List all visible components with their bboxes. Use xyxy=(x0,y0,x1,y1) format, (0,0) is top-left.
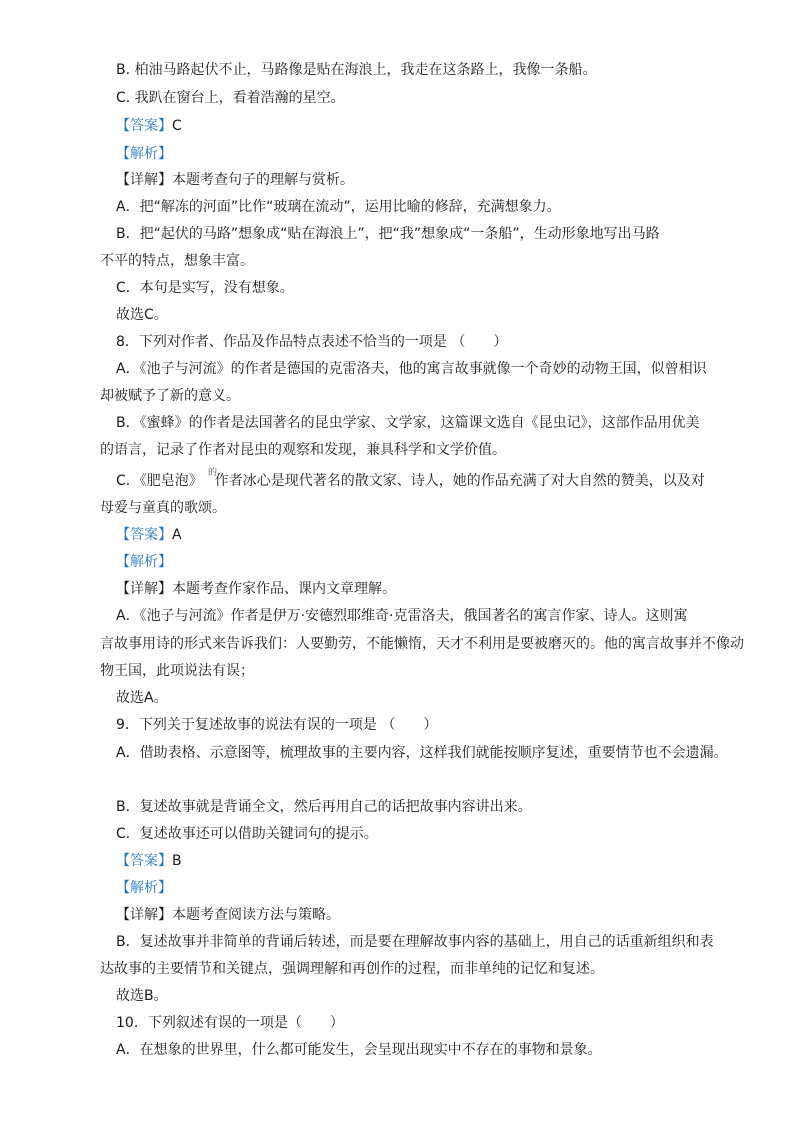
detail-a-q7: A．把“解冻的河面”比作“玻璃在流动”，运用比喻的修辞，充满想象力。 xyxy=(116,199,561,215)
option-a-q10: A．在想象的世界里，什么都可能发生，会呈现出现实中不存在的事物和景象。 xyxy=(116,1042,602,1058)
detail-b-q7-cont: 不平的特点，想象丰富。 xyxy=(100,253,254,269)
answer-value: B xyxy=(172,853,182,869)
option-c-q8 xyxy=(116,471,705,491)
analysis-tag: 【解析】 xyxy=(116,554,172,570)
option-a-q8: A．《池子与河流》的作者是德国的克雷洛夫，他的寓言故事就像一个奇妙的动物王国，似曾相识 xyxy=(116,361,707,377)
answer-q7 xyxy=(116,116,182,136)
answer-tag: 【答案】 xyxy=(116,118,172,134)
question-8: 8．下列对作者、作品及作品特点表述不恰当的一项是 （ ） xyxy=(116,334,508,350)
option-b-q8-cont: 的语言，记录了作者对昆虫的观察和发现，兼具科学和文学价值。 xyxy=(100,442,506,458)
option-a-q9: A．借助表格、示意图等，梳理故事的主要内容，这样我们就能按顺序复述，重要情节也不会遗漏。 xyxy=(116,745,728,761)
answer-q9 xyxy=(116,851,182,871)
answer-value: A xyxy=(172,527,182,543)
detail-a-q8: A．《池子与河流》作者是伊万·安德烈耶维奇·克雷洛夫，俄国著名的寓言作家、诗人。这则寓 xyxy=(116,608,688,624)
detail-a-q8-cont1: 言故事用诗的形式来告诉我们：人要勤劳，不能懒惰，天才不利用是要被磨灭的。他的寓言故事并不像动 xyxy=(100,636,744,652)
option-b-q9: B．复述故事就是背诵全文，然后再用自己的话把故事内容讲出来。 xyxy=(116,799,532,815)
detail-b-q7: B．把“起伏的马路”想象成“贴在海浪上”，把“我”想象成“一条船”，生动形象地写出马路 xyxy=(116,226,660,242)
option-c-q8-cont: 母爱与童真的歌颂。 xyxy=(100,500,226,516)
detail-c-q7: C．本句是实写，没有想象。 xyxy=(116,280,294,296)
analysis-tag: 【解析】 xyxy=(116,146,172,162)
detail-b-q9: B．复述故事并非简单的背诵后转述，而是要在理解故事内容的基础上，用自己的话重新组织和表 xyxy=(116,934,714,950)
answer-tag: 【答案】 xyxy=(116,853,172,869)
question-10: 10．下列叙述有误的一项是（ ） xyxy=(116,1015,344,1031)
option-c-q9: C．复述故事还可以借助关键词句的提示。 xyxy=(116,826,378,842)
detail-q7: 【详解】本题考查句子的理解与赏析。 xyxy=(116,172,354,188)
choice-q7: 故选C。 xyxy=(116,307,168,323)
option-b-q7: B. 柏油马路起伏不止，马路像是贴在海浪上，我走在这条路上，我像一条船。 xyxy=(116,62,597,78)
detail-q9: 【详解】本题考查阅读方法与策略。 xyxy=(116,907,340,923)
answer-q8 xyxy=(116,525,182,545)
answer-tag: 【答案】 xyxy=(116,527,172,543)
answer-value: C xyxy=(172,118,182,134)
choice-q9: 故选B。 xyxy=(116,988,168,1004)
option-a-q8-cont: 却被赋予了新的意义。 xyxy=(100,388,240,404)
analysis-tag: 【解析】 xyxy=(116,880,172,896)
choice-q8: 故选A。 xyxy=(116,690,168,706)
detail-b-q9-cont: 达故事的主要情节和关键点，强调理解和再创作的过程，而非单纯的记忆和复述。 xyxy=(100,961,604,977)
detail-q8: 【详解】本题考查作家作品、课内文章理解。 xyxy=(116,581,396,597)
option-c-q7: C. 我趴在窗台上，看着浩瀚的星空。 xyxy=(116,90,345,106)
detail-a-q8-cont2: 物王国，此项说法有误； xyxy=(100,663,254,679)
option-b-q8: B．《蜜蜂》的作者是法国著名的昆虫学家、文学家，这篇课文选自《昆虫记》，这部作品用优美 xyxy=(116,415,700,431)
option-c-q8-a: C．《肥皂泡》 xyxy=(116,473,203,489)
small-superscript-char: 的 xyxy=(208,468,218,478)
option-c-q8-b: 作者冰心是现代著名的散文家、诗人，她的作品充满了对大自然的赞美，以及对 xyxy=(214,473,705,489)
question-9: 9．下列关于复述故事的说法有误的一项是 （ ） xyxy=(116,717,438,733)
